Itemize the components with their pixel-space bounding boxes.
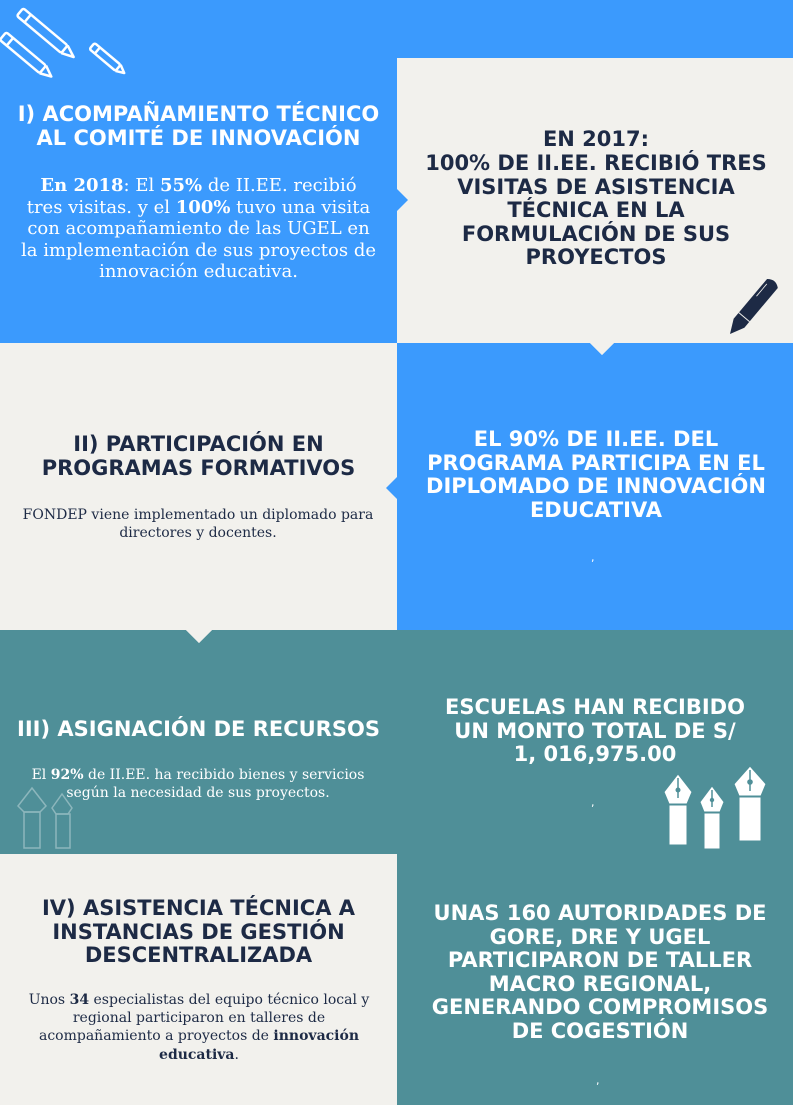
pen-icon <box>724 268 786 340</box>
section-2-description: FONDEP viene implementado un diplomado para directores y docentes. <box>22 507 374 542</box>
pencil-icon <box>0 0 140 90</box>
section-4-highlight: UNAS 160 AUTORIDADES DE GORE, DRE Y UGEL PARTICIPARON DE TALLER MACRO REGIONAL, GENERANDO COMPROMISOS DE COGESTIÓN <box>431 901 769 1043</box>
arrow-down-icon <box>590 343 614 355</box>
text-part: : El <box>123 175 160 196</box>
text-part: . <box>234 1046 239 1063</box>
section-3-comma: , <box>591 796 595 809</box>
section-1-description <box>20 175 377 283</box>
innovacion-educativa-bold: innovación educativa <box>159 1028 360 1063</box>
text-part: de II.EE. ha recibido bienes y servicios según la necesidad de sus proyectos. <box>66 767 365 802</box>
text-part: de II.EE. recibió tres visitas. y el <box>26 175 357 218</box>
section-1-highlight-year: EN 2017: <box>542 127 650 151</box>
arrow-right-icon <box>397 189 408 211</box>
section-4-comma: , <box>596 1074 600 1087</box>
text-part: Unos <box>28 992 70 1008</box>
top-right-strip <box>397 0 793 58</box>
fountain-pen-nib-icon <box>14 784 84 854</box>
pct-100: 100% <box>175 196 231 218</box>
text-part: tuvo una visita con acompañamiento de las UGEL en la implementación de sus proyectos de innovación educativa. <box>21 196 376 283</box>
section-4-description <box>20 991 378 1064</box>
text-part: especialistas del equipo técnico local y regional participaron en talleres de acompañamiento a proyectos de <box>38 992 370 1045</box>
section-2-title: II) PARTICIPACIÓN EN PROGRAMAS FORMATIVOS <box>41 432 356 480</box>
section-3-highlight: ESCUELAS HAN RECIBIDO UN MONTO TOTAL DE S/ 1, 016,975.00 <box>445 695 745 767</box>
section-1-title: I) ACOMPAÑAMIENTO TÉCNICO AL COMITÉ DE INNOVACIÓN <box>17 102 380 150</box>
fountain-pen-nib-icon <box>660 764 772 854</box>
pct-55: 55% <box>159 175 203 196</box>
year-2018-label: En 2018 <box>40 175 124 196</box>
section-1-highlight: 100% DE II.EE. RECIBIÓ TRES VISITAS DE ASISTENCIA TÉCNICA EN LA FORMULACIÓN DE SUS PROYECTOS <box>425 151 767 270</box>
section-2-comma: , <box>591 551 595 564</box>
text-part: El <box>31 767 51 783</box>
pct-92: 92% <box>50 767 84 783</box>
section-2-left-panel <box>0 343 397 630</box>
arrow-down-icon <box>186 630 212 643</box>
section-2-highlight: EL 90% DE II.EE. DEL PROGRAMA PARTICIPA EN EL DIPLOMADO DE INNOVACIÓN EDUCATIVA <box>426 427 766 522</box>
arrow-left-icon <box>386 477 397 499</box>
count-34: 34 <box>69 992 90 1008</box>
section-4-left-panel <box>0 854 397 1105</box>
section-3-title: III) ASIGNACIÓN DE RECURSOS <box>17 717 380 741</box>
section-4-title: IV) ASISTENCIA TÉCNICA A INSTANCIAS DE GESTIÓN DESCENTRALIZADA <box>41 896 356 968</box>
